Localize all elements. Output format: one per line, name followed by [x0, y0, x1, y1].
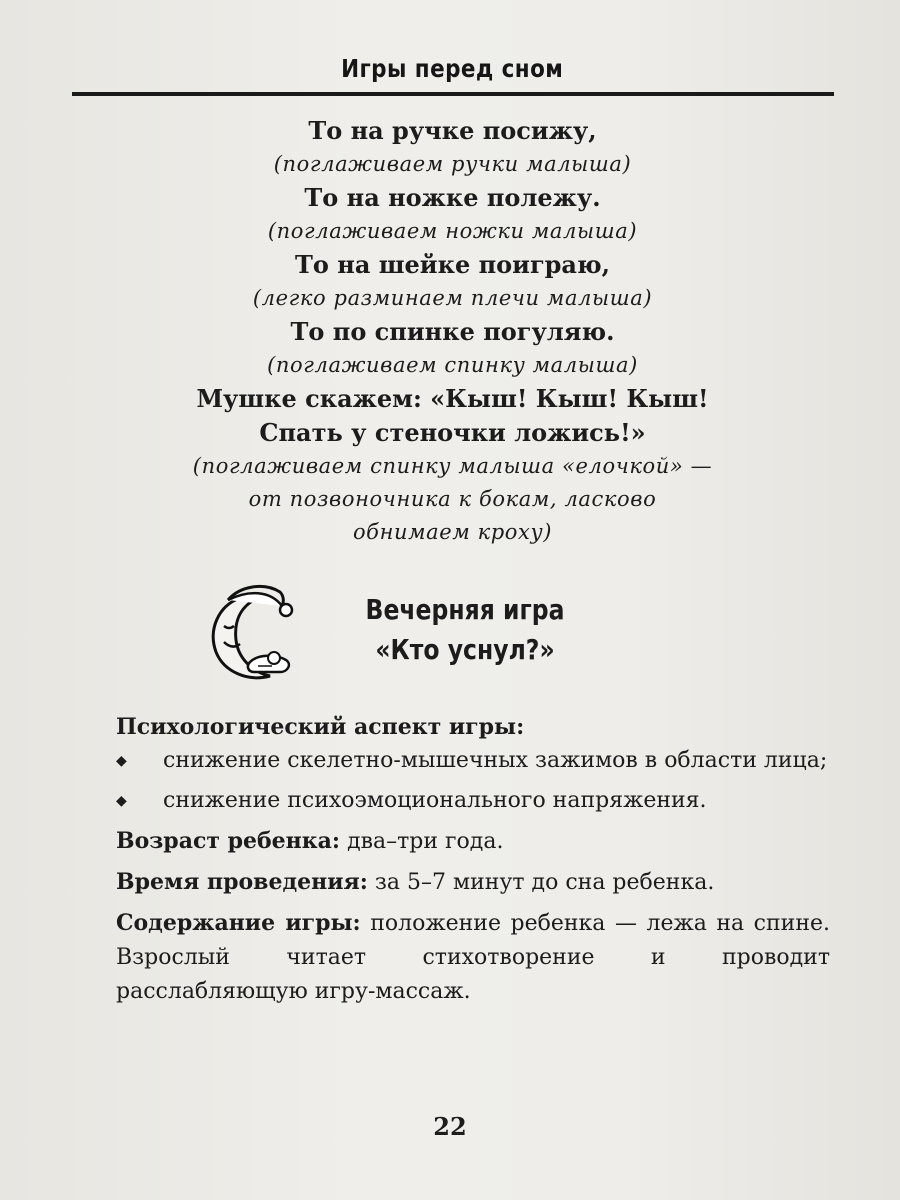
time-value: за 5–7 минут до сна ребенка. — [374, 870, 715, 895]
poem-note: (поглаживаем спинку малыша) — [267, 353, 638, 377]
header-rule — [72, 92, 834, 96]
bullet-icon: ◆ — [116, 753, 127, 769]
game-description — [116, 710, 830, 1009]
game-title-line1: Вечерняя игра — [365, 593, 565, 626]
list-item — [116, 784, 830, 818]
game-title — [300, 590, 630, 670]
poem-line: Спать у стеночки ложись!» — [259, 418, 646, 447]
list-item — [116, 744, 830, 778]
game-title-line2: «Кто уснул?» — [375, 633, 555, 666]
content-value: положение ребенка — лежа на спине. Взрослый читает стихотворение и проводит расслабляющую игру-массаж. — [116, 911, 831, 1004]
age-value: два–три года. — [347, 829, 504, 854]
poem-note: обнимаем кроху) — [352, 520, 553, 544]
content-label: Содержание игры: — [116, 910, 361, 936]
poem-note: (поглаживаем спинку малыша «елочкой» — — [192, 454, 713, 478]
bullet-text: снижение скелетно-мышечных зажимов в области лица; — [163, 748, 828, 773]
age-label: Возраст ребенка: — [116, 828, 341, 854]
header-title: Игры перед сном — [340, 54, 564, 83]
bullet-icon: ◆ — [116, 793, 127, 809]
poem — [80, 114, 825, 549]
poem-line: То на шейке поиграю, — [295, 250, 610, 279]
poem-note: (поглаживаем ручки малыша) — [273, 152, 632, 176]
page-number: 22 — [433, 1112, 467, 1141]
poem-line: Мушке скажем: «Кыш! Кыш! Кыш! — [196, 384, 709, 413]
aspect-label: Психологический аспект игры: — [116, 714, 525, 740]
time-label: Время проведения: — [116, 869, 368, 895]
poem-note: (поглаживаем ножки малыша) — [267, 219, 638, 243]
running-header — [72, 52, 832, 92]
poem-line: То по спинке погуляю. — [290, 317, 615, 346]
poem-note: от позвоночника к бокам, ласково — [248, 487, 657, 511]
age-paragraph — [116, 824, 830, 859]
poem-note: (легко разминаем плечи малыша) — [252, 286, 653, 310]
time-paragraph — [116, 865, 830, 900]
sleeping-moon-icon — [188, 580, 308, 690]
content-paragraph — [116, 906, 830, 1009]
bullet-text: снижение психоэмоционального напряжения. — [163, 788, 707, 813]
poem-line: То на ножке полежу. — [304, 183, 601, 212]
poem-line: То на ручке посижу, — [308, 116, 597, 145]
